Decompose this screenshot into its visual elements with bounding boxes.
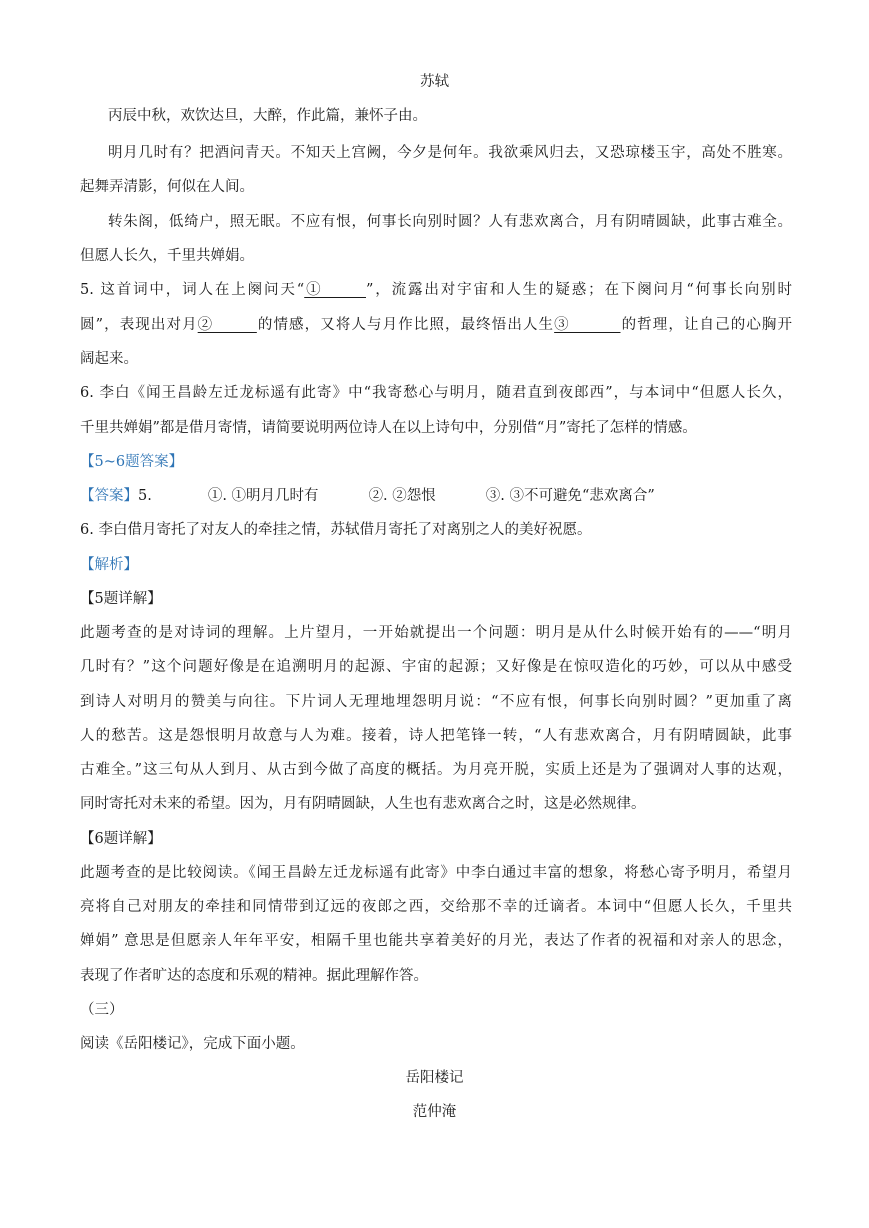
poem-preface: 丙辰中秋，欢饮达旦，大醉，作此篇，兼怀子由。 <box>108 108 427 124</box>
q6-analysis-line: 此题考查的是比较阅读。《闻王昌龄左迁龙标遥有此寄》中李白通过丰富的想象，将愁心寄予明月，希望月 <box>80 865 792 881</box>
answer-blank-2: ②______ <box>197 317 257 333</box>
q5-analysis-line: 人的愁苦。这是怨恨明月故意与人为难。接着，诗人把笔锋一转，“人有悲欢离合，月有阴晴圆缺，此事 <box>80 728 792 744</box>
poem-author: 苏轼 <box>420 74 449 90</box>
text-author: 范仲淹 <box>412 1104 457 1120</box>
answer-5-item-2: ②. ②怨恨 <box>368 488 436 504</box>
text-title: 岳阳楼记 <box>405 1070 464 1086</box>
answers-heading: 【5~6题答案】 <box>80 454 184 470</box>
section-3-instruction: 阅读《岳阳楼记》，完成下面小题。 <box>80 1036 305 1052</box>
answer-blank-1: ①______ <box>304 282 366 298</box>
question-5-line2 <box>80 315 792 335</box>
answer-5-number: 5. <box>138 488 152 504</box>
answer-5-item-3: ③. ③不可避免“悲欢离合” <box>485 488 655 504</box>
question-5-text-d: 的情感，又将人与月作比照，最终悟出人生 <box>256 317 555 333</box>
question-6-line1: 6. 李白《闻王昌龄左迁龙标遥有此寄》中“我寄愁心与明月，随君直到夜郎西”，与本词中“但愿人长久， <box>80 385 792 401</box>
q5-analysis-line: 此题考查的是对诗词的理解。上片望月，一开始就提出一个问题：明月是从什么时候开始有的——“明月 <box>80 625 792 641</box>
poem-stanza2-line1: 转朱阁，低绮户，照无眠。不应有恨，何事长向别时圆？人有悲欢离合，月有阴晴圆缺，此事古难全。 <box>108 214 792 230</box>
answer-6-line: 6. 李白借月寄托了对友人的牵挂之情，苏轼借月寄托了对离别之人的美好祝愿。 <box>80 522 592 538</box>
question-5-line1 <box>80 280 792 300</box>
q6-analysis-line: 表现了作者旷达的态度和乐观的精神。据此理解作答。 <box>80 968 428 984</box>
question-5-text-b: ”，流露出对宇宙和人生的疑惑；在下阕问月“何事长向别时 <box>365 282 793 298</box>
question-6-line2: 千里共婵娟”都是借月寄情，请简要说明两位诗人在以上诗句中，分别借“月”寄托了怎样的情感。 <box>80 420 697 436</box>
q6-analysis-line: 亮将自己对朋友的牵挂和同情带到辽远的夜郎之西，交给那不幸的迁谪者。本词中“但愿人长久，千里共 <box>80 899 792 915</box>
poem-stanza2-line2: 但愿人长久，千里共婵娟。 <box>80 248 254 264</box>
q5-analysis-line: 同时寄托对未来的希望。因为，月有阴晴圆缺，人生也有悲欢离合之时，这是必然规律。 <box>80 796 646 812</box>
answer-5-item-1: ①. ①明月几时有 <box>207 488 319 504</box>
q5-analysis-heading: 【5题详解】 <box>80 591 162 607</box>
poem-stanza1-line1: 明月几时有？把酒问青天。不知天上宫阙，今夕是何年。我欲乘风归去，又恐琼楼玉宇，高处不胜寒。 <box>108 145 792 161</box>
poem-stanza1-line2: 起舞弄清影，何似在人间。 <box>80 179 254 195</box>
q6-analysis-line: 婵娟” 意思是但愿亲人年年平安，相隔千里也能共享着美好的月光，表达了作者的祝福和对亲人的思念， <box>80 933 792 949</box>
answer-blank-3: ③_______ <box>554 317 621 333</box>
q6-analysis-heading: 【6题详解】 <box>80 831 162 847</box>
answer-label: 【答案】 <box>80 488 138 504</box>
q5-analysis-line: 古难全。”这三句从人到月、从古到今做了高度的概括。为月亮开脱，实质上还是为了强调对人事的达观， <box>80 762 792 778</box>
q5-analysis-line: 几时有？”这个问题好像是在追溯明月的起源、宇宙的起源；又好像是在惊叹造化的巧妙，可以从中感受 <box>80 659 792 675</box>
question-5-line3: 阔起来。 <box>80 351 138 367</box>
question-5-text-c: 圆”，表现出对月 <box>80 317 198 333</box>
question-5-text-a: 5. 这首词中，词人在上阕问天“ <box>80 282 305 298</box>
section-3-label: （三） <box>80 1002 124 1018</box>
analysis-heading: 【解析】 <box>80 557 138 573</box>
answer-5-line <box>80 486 792 506</box>
question-5-text-e: 的哲理，让自己的心胸开 <box>620 317 793 333</box>
q5-analysis-line: 到诗人对明月的赞美与向往。下片词人无理地埋怨明月说：“不应有恨，何事长向别时圆？”更加重了离 <box>80 694 792 710</box>
